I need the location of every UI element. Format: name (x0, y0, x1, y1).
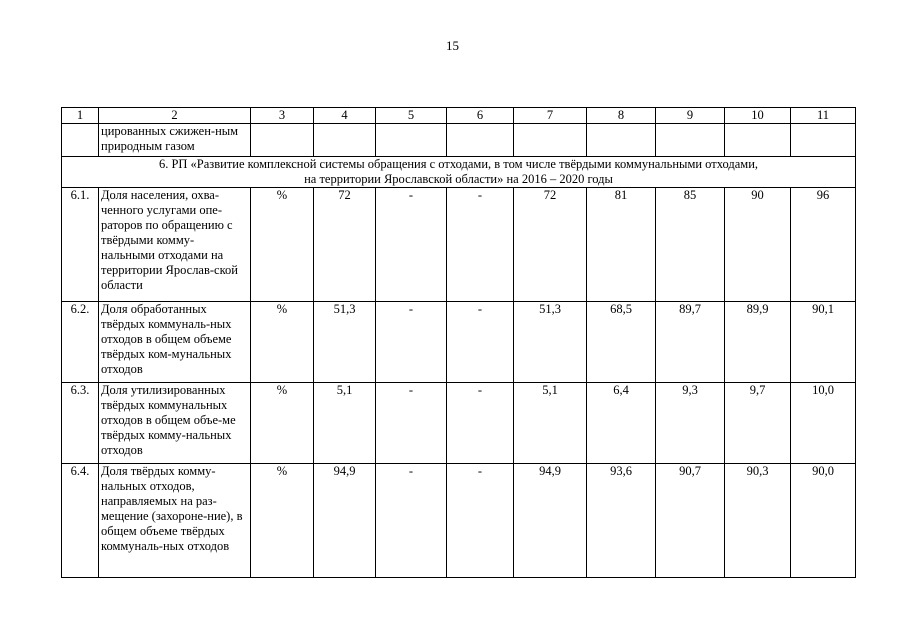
unit-cell: % (251, 188, 314, 302)
value-cell (791, 124, 856, 157)
section-heading-row (62, 157, 856, 188)
value-cell: 81 (587, 188, 656, 302)
value-cell: - (376, 464, 447, 578)
value-cell: 51,3 (314, 302, 376, 383)
unit-cell (251, 124, 314, 157)
value-cell: 90 (725, 188, 791, 302)
table-row (62, 383, 856, 464)
row-number-cell: 6.1. (62, 188, 99, 302)
table-row (62, 464, 856, 578)
header-cell-6: 6 (447, 108, 514, 124)
value-cell: 72 (514, 188, 587, 302)
value-cell (514, 124, 587, 157)
header-cell-1: 1 (62, 108, 99, 124)
value-cell (314, 124, 376, 157)
value-cell: - (447, 302, 514, 383)
table-header-row (62, 108, 856, 124)
header-cell-8: 8 (587, 108, 656, 124)
value-cell: - (376, 302, 447, 383)
unit-cell: % (251, 383, 314, 464)
table-row-continuation (62, 124, 856, 157)
value-cell: - (447, 188, 514, 302)
section-heading-line-1: 6. РП «Развитие комплексной системы обращения с отходами, в том числе твёрдыми коммунальными отходами, (158, 157, 759, 171)
header-cell-10: 10 (725, 108, 791, 124)
indicators-table (61, 107, 856, 578)
value-cell: 6,4 (587, 383, 656, 464)
indicator-name-cell: цированных сжижен-ным природным газом (99, 124, 251, 157)
value-cell: 51,3 (514, 302, 587, 383)
unit-cell: % (251, 464, 314, 578)
table-row (62, 302, 856, 383)
value-cell: - (447, 464, 514, 578)
value-cell: 96 (791, 188, 856, 302)
value-cell: 9,3 (656, 383, 725, 464)
indicator-name-cell: Доля населения, охва-ченного услугами опе-раторов по обращению с твёрдыми комму-нальными отходами на территории Ярослав-ской области (99, 188, 251, 302)
value-cell (725, 124, 791, 157)
value-cell: - (376, 188, 447, 302)
value-cell: 89,9 (725, 302, 791, 383)
row-number-cell: 6.2. (62, 302, 99, 383)
value-cell: 5,1 (314, 383, 376, 464)
value-cell: 90,3 (725, 464, 791, 578)
indicator-name-cell: Доля утилизированных твёрдых коммунальных отходов в общем объе-ме твёрдых комму-нальных отходов (99, 383, 251, 464)
unit-cell: % (251, 302, 314, 383)
value-cell: 90,7 (656, 464, 725, 578)
value-cell (656, 124, 725, 157)
value-cell: 10,0 (791, 383, 856, 464)
header-cell-9: 9 (656, 108, 725, 124)
value-cell: 85 (656, 188, 725, 302)
header-cell-5: 5 (376, 108, 447, 124)
value-cell (376, 124, 447, 157)
value-cell (587, 124, 656, 157)
value-cell: 94,9 (314, 464, 376, 578)
value-cell: 68,5 (587, 302, 656, 383)
header-cell-11: 11 (791, 108, 856, 124)
value-cell: 93,6 (587, 464, 656, 578)
section-heading-line-2: на территории Ярославской области» на 2016 – 2020 годы (304, 172, 613, 186)
value-cell: 90,1 (791, 302, 856, 383)
value-cell: - (447, 383, 514, 464)
value-cell: 72 (314, 188, 376, 302)
table-row (62, 188, 856, 302)
value-cell (447, 124, 514, 157)
header-cell-2: 2 (99, 108, 251, 124)
indicator-name-cell: Доля обработанных твёрдых коммуналь-ных отходов в общем объеме твёрдых ком-мунальных отходов (99, 302, 251, 383)
header-cell-7: 7 (514, 108, 587, 124)
section-heading (62, 157, 856, 188)
header-cell-3: 3 (251, 108, 314, 124)
row-number-cell: 6.3. (62, 383, 99, 464)
value-cell: 90,0 (791, 464, 856, 578)
header-cell-4: 4 (314, 108, 376, 124)
indicator-name-cell: Доля твёрдых комму-нальных отходов, направляемых на раз-мещение (захороне-ние), в общем объеме твёрдых коммуналь-ных отходов (99, 464, 251, 578)
value-cell: - (376, 383, 447, 464)
value-cell: 5,1 (514, 383, 587, 464)
page-number: 15 (446, 38, 459, 53)
value-cell: 94,9 (514, 464, 587, 578)
row-number-cell (62, 124, 99, 157)
row-number-cell: 6.4. (62, 464, 99, 578)
value-cell: 89,7 (656, 302, 725, 383)
value-cell: 9,7 (725, 383, 791, 464)
